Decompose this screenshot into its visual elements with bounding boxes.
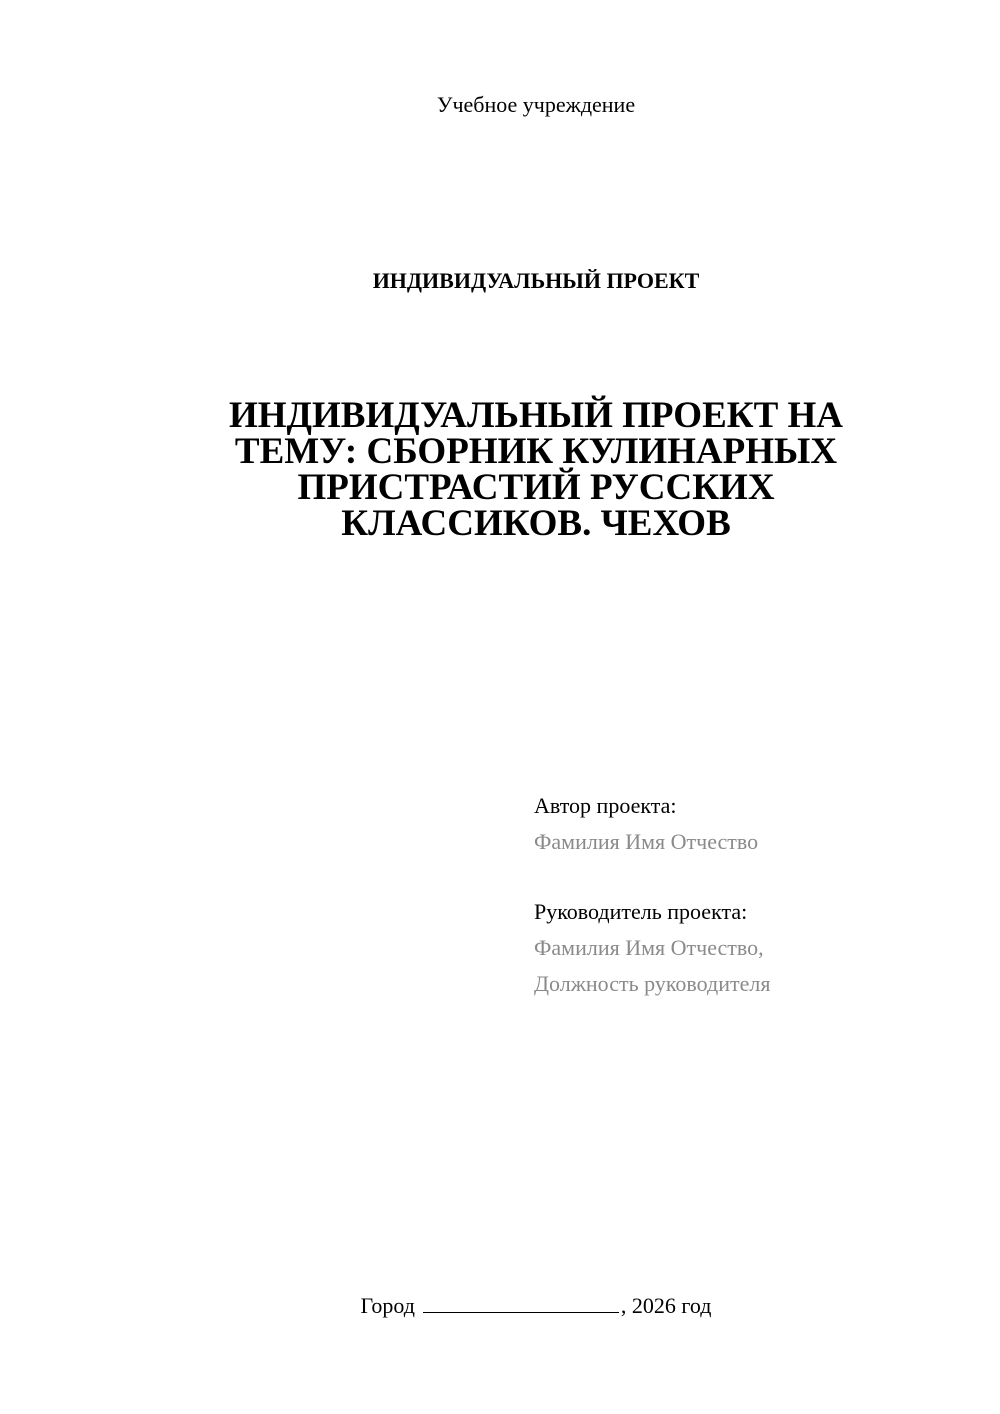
city-blank-line (423, 1290, 619, 1313)
supervisor-label: Руководитель проекта: (534, 899, 748, 924)
author-name: Фамилия Имя Отчество (534, 829, 759, 854)
supervisor-name: Фамилия Имя Отчество, (534, 935, 764, 960)
footer-city-year (0, 1290, 1000, 1321)
footer-year: , 2026 год (620, 1293, 712, 1318)
credits-block (534, 788, 974, 1002)
author-label: Автор проекта: (534, 793, 677, 818)
footer-city: Город (360, 1293, 415, 1318)
project-title-line: ПРИСТРАСТИЙ РУССКИХ (297, 467, 775, 508)
project-title-line: ИНДИВИДУАЛЬНЫЙ ПРОЕКТ НА (228, 395, 844, 436)
project-title-line: КЛАССИКОВ. ЧЕХОВ (341, 503, 731, 544)
institution-name: Учебное учреждение (436, 92, 636, 117)
project-type-heading: ИНДИВИДУАЛЬНЫЙ ПРОЕКТ (372, 268, 700, 293)
project-title-line: ТЕМУ: СБОРНИК КУЛИНАРНЫХ (234, 431, 838, 472)
project-title (180, 395, 892, 544)
supervisor-position: Должность руководителя (534, 971, 771, 996)
credits-spacer (534, 860, 974, 894)
